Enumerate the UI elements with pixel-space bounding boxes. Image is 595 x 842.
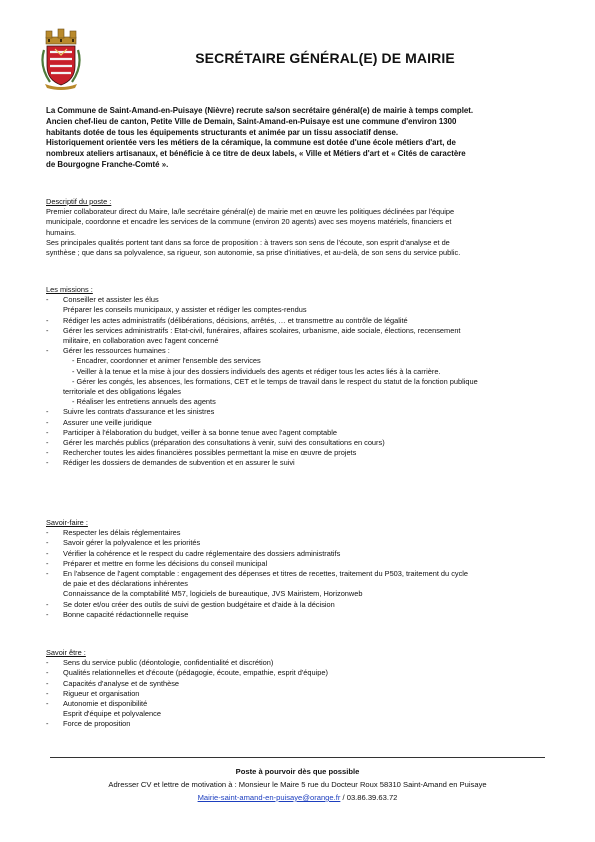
descriptif-section — [46, 197, 571, 258]
list-item: - Encadrer, coordonner et animer l'ensemble des services — [72, 356, 261, 366]
list-item: - En l'absence de l'agent comptable : engagement des dépenses et titres de recettes, traitement du P503, traitement du cycle — [46, 569, 571, 579]
list-item: Préparer les conseils municipaux, y assister et rédiger les comptes-rendus — [63, 305, 307, 315]
list-item: - Autonomie et disponibilité — [46, 699, 571, 709]
list-item: Esprit d'équipe et polyvalence — [63, 709, 161, 719]
intro-line: La Commune de Saint-Amand-en-Puisaye (Nièvre) recrute sa/son secrétaire général(e) de mairie à temps complet. — [46, 106, 474, 115]
list-item: militaire, en collaboration avec l'agent concerné — [63, 336, 219, 346]
descriptif-line: humains. — [46, 227, 76, 237]
list-item: - Rigueur et organisation — [46, 689, 571, 699]
list-item: - Sens du service public (déontologie, confidentialité et discrétion) — [46, 658, 571, 668]
footer-availability: Poste à pourvoir dès que possible — [235, 767, 360, 776]
list-item: - Rédiger les dossiers de demandes de subvention et en assurer le suivi — [46, 458, 571, 468]
descriptif-line: Premier collaborateur direct du Maire, la/le secrétaire général(e) de mairie met en œuvre les politiques déclinées par l'équipe — [46, 207, 455, 217]
descriptif-heading: Descriptif du poste : — [46, 197, 112, 206]
list-item: - Force de proposition — [46, 719, 571, 729]
intro-line: habitants dotée de tous les équipements structurants et animée par un tissu associatif dense. — [46, 127, 399, 137]
footer-contact — [40, 792, 555, 803]
intro-line: Ancien chef-lieu de canton, Petite Ville de Demain, Saint-Amand-en-Puisaye est une commune d'environ 1300 — [46, 116, 457, 126]
list-item: - Gérer les services administratifs : Etat-civil, funéraires, affaires scolaires, urbanisme, aide sociale, élections, recensement — [46, 326, 571, 336]
intro-paragraph — [46, 106, 566, 171]
list-item: - Gérer les congés, les absences, les formations, CET et le temps de travail dans le respect du statut de la fonction publique — [72, 376, 478, 386]
list-item: - Assurer une veille juridique — [46, 418, 571, 428]
list-item: - Participer à l'élaboration du budget, veiller à sa bonne tenue avec l'agent comptable — [46, 428, 571, 438]
list-item: de paie et des déclarations inhérentes — [63, 579, 188, 589]
list-item: - Qualités relationnelles et d'écoute (pédagogie, écoute, empathie, esprit d'équipe) — [46, 668, 571, 678]
list-item: - Capacités d'analyse et de synthèse — [46, 679, 571, 689]
list-item: - Savoir gérer la polyvalence et les priorités — [46, 538, 571, 548]
coat-of-arms-logo — [38, 28, 84, 90]
list-item: Connaissance de la comptabilité M57, logiciels de bureautique, JVS Mairistem, Horizonweb — [63, 589, 363, 599]
savoir-etre-list — [46, 658, 571, 729]
footer-divider — [50, 757, 545, 758]
intro-line: Historiquement orientée vers les métiers de la céramique, la commune est dotée d'une école métiers d'art, de — [46, 138, 456, 148]
list-item: - Veiller à la tenue et la mise à jour des dossiers individuels des agents et rédiger tous les actes liés à la carrière. — [72, 366, 441, 376]
missions-section — [46, 285, 571, 469]
missions-list — [46, 295, 571, 468]
list-item: - Suivre les contrats d'assurance et les sinistres — [46, 407, 571, 417]
descriptif-line: municipale, coordonne et encadre les services de la commune (environ 20 agents) avec ses moyens matériels, financiers et — [46, 217, 452, 227]
list-item: - Rechercher toutes les aides financières possibles permettant la mise en œuvre de projets — [46, 448, 571, 458]
list-item: - Préparer et mettre en forme les décisions du conseil municipal — [46, 559, 571, 569]
list-item: - Bonne capacité rédactionnelle requise — [46, 610, 571, 620]
savoir-etre-heading: Savoir être : — [46, 648, 86, 657]
list-item: - Se doter et/ou créer des outils de suivi de gestion budgétaire et d'aide à la décision — [46, 600, 571, 610]
savoir-faire-heading: Savoir-faire : — [46, 518, 88, 527]
page-title: SECRÉTAIRE GÉNÉRAL(E) DE MAIRIE — [195, 50, 455, 66]
descriptif-line: Ses principales qualités portent tant dans sa force de proposition : à travers son sens de l'écoute, son esprit d'analyse et de — [46, 237, 450, 247]
savoir-faire-list — [46, 528, 571, 620]
phone-number: 03.86.39.63.72 — [346, 793, 398, 802]
list-item: - Réaliser les entretiens annuels des agents — [72, 397, 216, 407]
savoir-faire-section — [46, 518, 571, 620]
contact-separator: / — [340, 793, 347, 802]
missions-heading: Les missions : — [46, 285, 93, 294]
list-item: - Respecter les délais réglementaires — [46, 528, 571, 538]
email-link[interactable]: Mairie-saint-amand-en-puisaye@orange.fr — [197, 793, 341, 802]
footer-address: Adresser CV et lettre de motivation à : Monsieur le Maire 5 rue du Docteur Roux 58310 Saint-Amand en Puisaye — [108, 780, 487, 789]
list-item: territoriale et des obligations légales — [63, 387, 181, 397]
savoir-etre-section — [46, 648, 571, 730]
descriptif-line: synthèse ; que dans sa polyvalence, sa rigueur, son autonomie, sa prise d'initiatives, et au-delà, de son sens du service public. — [46, 248, 461, 258]
intro-line: nombreux ateliers artisanaux, et bénéficie à ce titre de deux labels, « Ville et Métiers d'art et « Cités de caractère — [46, 149, 466, 159]
list-item: - Vérifier la cohérence et le respect du cadre réglementaire des dossiers administratifs — [46, 549, 571, 559]
list-item: - Conseiller et assister les élus — [46, 295, 571, 305]
intro-line: de Bourgogne Franche-Comté ». — [46, 159, 169, 169]
list-item: - Gérer les marchés publics (préparation des consultations à venir, suivi des consultations en cours) — [46, 438, 571, 448]
list-item: - Gérer les ressources humaines : — [46, 346, 571, 356]
list-item: - Rédiger les actes administratifs (délibérations, décisions, arrêtés, … et transmettre au contrôle de légalité — [46, 316, 571, 326]
